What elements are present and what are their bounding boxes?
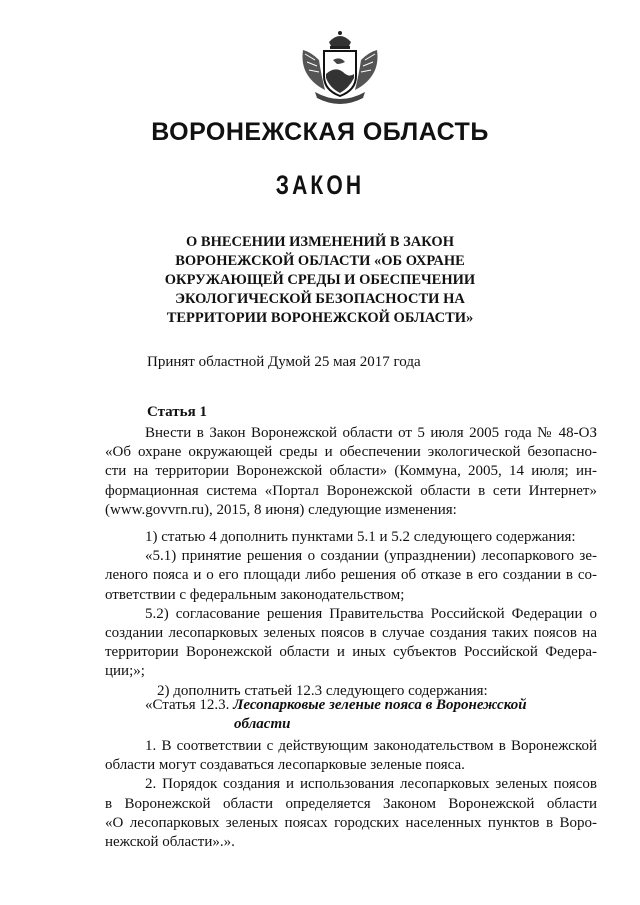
text-line: нежской области».».: [105, 833, 235, 850]
new-article-title: Лесопарковые зеленые пояса в Воронежской: [233, 697, 527, 713]
text-line: 5.2) согласование решения Правительства Российской Федерации о: [145, 605, 597, 622]
article-1-intro: [105, 424, 597, 520]
document-type-heading: ЗАКОН: [275, 170, 365, 200]
region-heading: ВОРОНЕЖСКАЯ ОБЛАСТЬ: [151, 118, 489, 146]
article-1-heading: Статья 1: [147, 404, 207, 420]
text-line: области могут создаваться лесопарковые зеленые пояса.: [105, 757, 465, 774]
text-line: создании лесопарковых зеленых поясов в случае создания таких поясов на: [105, 624, 597, 641]
text-line: сти на территории Воронежской области» (Коммуна, 2005, 14 июля; ин-: [105, 463, 597, 480]
text-line: в Воронежской области определяется Законом Воронежской области: [105, 795, 597, 812]
new-article-prefix: «Статья 12.3.: [145, 697, 230, 713]
law-title: [150, 233, 490, 328]
text-line: Внести в Закон Воронежской области от 5 июля 2005 года № 48-ОЗ: [145, 425, 597, 441]
law-title-line: ВОРОНЕЖСКОЙ ОБЛАСТИ «ОБ ОХРАНЕ: [175, 253, 465, 269]
text-line: «Об охране окружающей среды и обеспечении экологической безопасно-: [105, 444, 597, 461]
text-line: леного пояса и о его площади либо решения об отказе в его создании в со-: [105, 567, 597, 584]
text-line: ответствии с федеральным законодательством;: [105, 586, 405, 603]
law-title-line: О ВНЕСЕНИИ ИЗМЕНЕНИЙ В ЗАКОН: [186, 234, 454, 250]
text-line: ции;»;: [105, 663, 145, 680]
text-line: формационная система «Портал Воронежской области в сети Интернет»: [105, 482, 597, 499]
new-article-12-3-body: [105, 737, 597, 852]
law-title-line: ЭКОЛОГИЧЕСКОЙ БЕЗОПАСНОСТИ НА: [175, 291, 465, 307]
new-article-12-3-heading: [145, 696, 565, 734]
new-article-title-cont: области: [234, 716, 291, 732]
crown-icon: [329, 31, 351, 49]
article-1-item-1: [105, 528, 597, 701]
text-line: «О лесопарковых зеленых поясах городских населенных пунктов в Воро-: [105, 814, 597, 831]
adoption-date: Принят областной Думой 25 мая 2017 года: [147, 354, 421, 370]
law-title-line: ОКРУЖАЮЩЕЙ СРЕДЫ И ОБЕСПЕЧЕНИИ: [164, 272, 476, 288]
text-line: 2) дополнить статьей 12.3 следующего содержания:: [157, 682, 488, 699]
law-title-line: ТЕРРИТОРИИ ВОРОНЕЖСКОЙ ОБЛАСТИ»: [166, 310, 474, 326]
text-line: «5.1) принятие решения о создании (упразднении) лесопаркового зе-: [145, 548, 597, 565]
text-line: 2. Порядок создания и использования лесопарковых зеленых поясов: [145, 776, 597, 793]
text-line: территории Воронежской области и иных субъектов Российской Федера-: [105, 644, 597, 661]
text-line: (www.govvrn.ru), 2015, 8 июня) следующие изменения:: [105, 501, 457, 518]
coat-of-arms-emblem: [297, 30, 383, 108]
text-line: 1) статью 4 дополнить пунктами 5.1 и 5.2 следующего содержания:: [145, 529, 576, 545]
text-line: 1. В соответствии с действующим законодательством в Воронежской: [145, 738, 597, 754]
